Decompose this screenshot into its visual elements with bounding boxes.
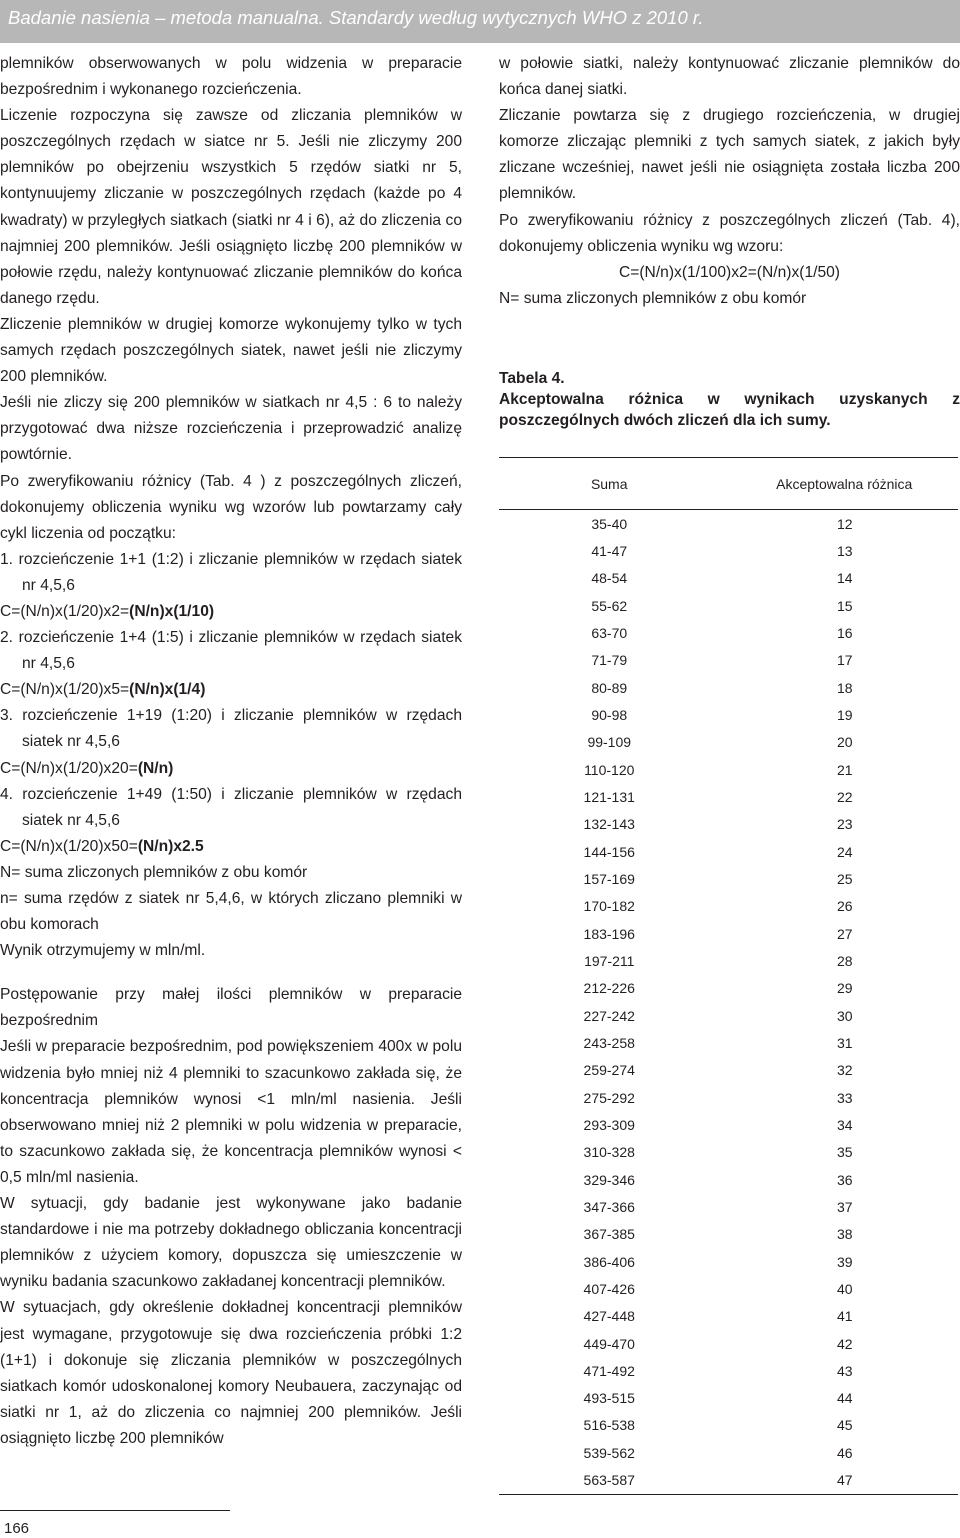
cell-sum: 197-211: [584, 952, 635, 969]
cell-difference: 22: [836, 788, 853, 805]
cell-sum: 427-448: [583, 1308, 635, 1325]
cell-difference: 16: [836, 624, 853, 641]
header-title: Badanie nasienia – metoda manualna. Standardy według wytycznych WHO z 2010 r.: [8, 7, 704, 28]
cell-difference: 39: [836, 1253, 853, 1270]
cell-difference: 43: [836, 1362, 853, 1379]
cell-sum: 386-406: [583, 1253, 635, 1270]
cell-difference: 38: [836, 1226, 853, 1243]
cell-sum: 516-538: [583, 1417, 635, 1434]
cell-difference: 36: [836, 1171, 853, 1188]
table-row: [499, 1166, 958, 1193]
table-row: [499, 1303, 958, 1330]
paragraph: w połowie siatki, należy kontynuować zliczanie plemników do końca danej siatki.: [499, 55, 960, 99]
cell-difference: 23: [836, 816, 853, 833]
table-row: [499, 674, 958, 701]
cell-sum: 144-156: [583, 843, 635, 860]
table-row: [499, 510, 958, 538]
table-row: [499, 619, 958, 646]
left-column: [0, 51, 462, 1452]
column-header-sum: Suma: [499, 458, 719, 510]
table-row: [499, 729, 958, 756]
cell-difference: 34: [836, 1116, 853, 1133]
table-row: [499, 893, 958, 920]
cell-sum: 212-226: [583, 980, 635, 997]
cell-sum: 41-47: [591, 542, 628, 559]
table-row: [499, 1193, 958, 1220]
cell-difference: 46: [836, 1444, 853, 1461]
table-row: [499, 701, 958, 728]
cell-sum: 347-366: [583, 1198, 635, 1215]
table-row: [499, 1275, 958, 1302]
table-row: [499, 1002, 958, 1029]
cell-difference: 44: [836, 1390, 853, 1407]
cell-difference: 13: [836, 542, 853, 559]
paragraph: N= suma zliczonych plemników z obu komór: [0, 863, 308, 881]
table-label: Tabela 4.: [499, 369, 565, 387]
list-item: 3. rozcieńczenie 1+19 (1:20) i zliczanie plemników w rzędach siatek nr 4,5,6: [0, 707, 462, 751]
right-column: [499, 51, 960, 431]
paragraph: Jeśli nie zliczy się 200 plemników w siatkach nr 4,5 : 6 to należy przygotować dwa niższe rozcieńczenia i przeprowadzić analizę powtórnie.: [0, 394, 462, 464]
cell-difference: 33: [836, 1089, 853, 1106]
table-row: [499, 1221, 958, 1248]
table-row: [499, 811, 958, 838]
table-row: [499, 1248, 958, 1275]
table-body: [499, 510, 958, 1495]
table-row: [499, 756, 958, 783]
table-row: [499, 920, 958, 947]
table-row: [499, 1439, 958, 1466]
cell-difference: 18: [836, 679, 853, 696]
cell-difference: 27: [836, 925, 853, 942]
paragraph: W sytuacjach, gdy określenie dokładnej koncentracji plemników jest wymagane, przygotowuje się dwa rozcieńczenia próbki 1:2 (1+1) i dokonuje się zliczania plemników w poszczególnych siatkach komór udoskonalonej komory Neubauera, zaczynając od siatki nr 1, aż do zliczenia co najmniej 200 plemników. Jeśli osiągnięto liczbę 200 plemników: [0, 1299, 462, 1447]
cell-difference: 42: [836, 1335, 853, 1352]
table-row: [499, 865, 958, 892]
cell-sum: 539-562: [583, 1444, 635, 1461]
table-row: [499, 947, 958, 974]
cell-sum: 183-196: [583, 925, 635, 942]
cell-sum: 80-89: [591, 679, 628, 696]
cell-sum: 471-492: [583, 1362, 635, 1379]
table-row: [499, 838, 958, 865]
cell-difference: 28: [836, 952, 853, 969]
paragraph: Zliczanie powtarza się z drugiego rozcieńczenia, w drugiej komorze zliczając plemniki z tych samych siatek, z jakich były zliczane wcześniej, nawet jeśli nie osiągnięta została liczba 200 plemników.: [499, 107, 960, 203]
list-item: 2. rozcieńczenie 1+4 (1:5) i zliczanie plemników w rzędach siatek nr 4,5,6: [0, 629, 462, 673]
cell-sum: 170-182: [583, 898, 635, 915]
cell-sum: 259-274: [583, 1062, 635, 1079]
table-row: [499, 1330, 958, 1357]
column-header-difference: Akceptowalna różnica: [719, 458, 958, 510]
formula: C=(N/n)x(1/20)x50=(N/n)x2.5: [0, 837, 204, 855]
paragraph: Wynik otrzymujemy w mln/ml.: [0, 942, 206, 960]
cell-sum: 90-98: [591, 706, 628, 723]
cell-difference: 40: [836, 1280, 853, 1297]
paragraph: n= suma rzędów z siatek nr 5,4,6, w których zliczano plemniki w obu komorach: [0, 890, 462, 934]
paragraph: Zliczenie plemników w drugiej komorze wykonujemy tylko w tych samych rzędach poszczególnych siatek, nawet jeśli nie zliczymy 200 plemników.: [0, 315, 462, 386]
list-item: 1. rozcieńczenie 1+1 (1:2) i zliczanie plemników w rzędach siatek nr 4,5,6: [0, 550, 462, 594]
table-row: [499, 1357, 958, 1384]
cell-difference: 26: [836, 898, 853, 915]
cell-sum: 367-385: [583, 1226, 635, 1243]
cell-sum: 310-328: [583, 1144, 635, 1161]
cell-sum: 35-40: [591, 515, 628, 532]
page-header: [0, 0, 960, 43]
formula: C=(N/n)x(1/100)x2=(N/n)x(1/50): [619, 263, 840, 281]
cell-difference: 12: [836, 515, 853, 532]
paragraph: N= suma zliczonych plemników z obu komór: [499, 289, 807, 307]
paragraph: Jeśli w preparacie bezpośrednim, pod powiększeniem 400x w polu widzenia było mniej niż 4 plemniki to szacunkowo zakłada się, że koncentracja plemników wynosi <1 mln/ml nasienia. Jeśli obserwowano mniej niż 2 plemniki w polu widzenia w preparacie, to szacunkowo zakłada się, że koncentracja plemników wynosi < 0,5 mln/ml nasienia.: [0, 1038, 462, 1186]
cell-difference: 19: [836, 706, 853, 723]
cell-difference: 17: [836, 652, 853, 669]
cell-difference: 24: [836, 843, 853, 860]
table-row: [499, 783, 958, 810]
cell-difference: 47: [836, 1472, 853, 1489]
formula: C=(N/n)x(1/20)x2=(N/n)x(1/10): [0, 602, 215, 620]
cell-sum: 563-587: [583, 1472, 635, 1489]
table-row: [499, 565, 958, 592]
table-row: [499, 1139, 958, 1166]
table-row: [499, 1084, 958, 1111]
paragraph: Po zweryfikowaniu różnicy z poszczególnych zliczeń (Tab. 4), dokonujemy obliczenia wyniku wg wzoru:: [499, 211, 960, 255]
table-row: [499, 1057, 958, 1084]
cell-difference: 37: [836, 1198, 853, 1215]
paragraph: Po zweryfikowaniu różnicy (Tab. 4 ) z poszczególnych zliczeń, dokonujemy obliczenia wyniku wg wzorów lub powtarzamy cały cykl liczenia od początku:: [0, 472, 462, 542]
section-heading: Postępowanie przy małej ilości plemników w preparacie bezpośrednim: [0, 986, 462, 1030]
cell-sum: 293-309: [583, 1116, 635, 1133]
cell-difference: 35: [836, 1144, 853, 1161]
cell-sum: 63-70: [591, 624, 628, 641]
table-row: [499, 1029, 958, 1056]
cell-sum: 121-131: [583, 788, 635, 805]
cell-difference: 32: [836, 1062, 853, 1079]
cell-sum: 110-120: [584, 761, 635, 778]
paragraph: plemników obserwowanych w polu widzenia w preparacie bezpośrednim i wykonanego rozcieńczenia.: [0, 55, 462, 99]
footer-divider: [0, 1510, 230, 1511]
cell-sum: 407-426: [583, 1280, 635, 1297]
formula: C=(N/n)x(1/20)x20=(N/n): [0, 759, 174, 777]
paragraph: W sytuacji, gdy badanie jest wykonywane jako badanie standardowe i nie ma potrzeby dokładnego obliczania koncentracji plemników z użyciem komory, dopuszcza się umieszczenie w wyniku badania szacunkowo zakładanej koncentracji plemników.: [0, 1195, 462, 1291]
cell-sum: 99-109: [587, 734, 632, 751]
page-number: 166: [4, 1520, 30, 1537]
cell-sum: 275-292: [583, 1089, 635, 1106]
cell-sum: 227-242: [583, 1007, 635, 1024]
table-row: [499, 1111, 958, 1138]
table-row: [499, 975, 958, 1002]
table-row: [499, 537, 958, 564]
cell-sum: 132-143: [583, 816, 635, 833]
cell-difference: 41: [836, 1308, 853, 1325]
cell-difference: 15: [836, 597, 853, 614]
formula: C=(N/n)x(1/20)x5=(N/n)x(1/4): [0, 681, 206, 699]
cell-difference: 14: [836, 570, 853, 587]
cell-difference: 30: [836, 1007, 853, 1024]
table-row: [499, 1466, 958, 1494]
cell-sum: 329-346: [583, 1171, 635, 1188]
cell-difference: 45: [836, 1417, 853, 1434]
cell-difference: 29: [836, 980, 853, 997]
cell-sum: 449-470: [583, 1335, 635, 1352]
cell-difference: 31: [836, 1034, 853, 1051]
paragraph: Liczenie rozpoczyna się zawsze od zliczania plemników w poszczególnych rzędach w siatce nr 5. Jeśli nie zliczymy 200 plemników po obejrzeniu wszystkich 5 rzędów siatki nr 5, kontynuujemy zliczanie w poszczególnych rzędach (każde po 4 kwadraty) w przyległych siatkach (siatki nr 4 i 6), aż do zliczenia co najmniej 200 plemników. Jeśli osiągnięto liczbę 200 plemników w połowie rzędu, należy kontynuować zliczanie plemników do końca danego rzędu.: [0, 107, 462, 307]
cell-sum: 157-169: [583, 870, 635, 887]
table-title: Akceptowalna różnica w wynikach uzyskanych z poszczególnych dwóch zliczeń dla ich sumy.: [499, 390, 960, 429]
list-item: 4. rozcieńczenie 1+49 (1:50) i zliczanie plemników w rzędach siatek nr 4,5,6: [0, 785, 462, 829]
cell-difference: 20: [836, 734, 853, 751]
cell-sum: 55-62: [591, 597, 628, 614]
table-row: [499, 1385, 958, 1412]
table-row: [499, 647, 958, 674]
cell-difference: 21: [836, 761, 853, 778]
table-row: [499, 592, 958, 619]
cell-sum: 71-79: [591, 652, 628, 669]
cell-difference: 25: [836, 870, 853, 887]
table-row: [499, 1412, 958, 1439]
cell-sum: 243-258: [583, 1034, 635, 1051]
acceptable-difference-table: [499, 457, 958, 1495]
cell-sum: 493-515: [583, 1390, 635, 1407]
cell-sum: 48-54: [591, 570, 628, 587]
